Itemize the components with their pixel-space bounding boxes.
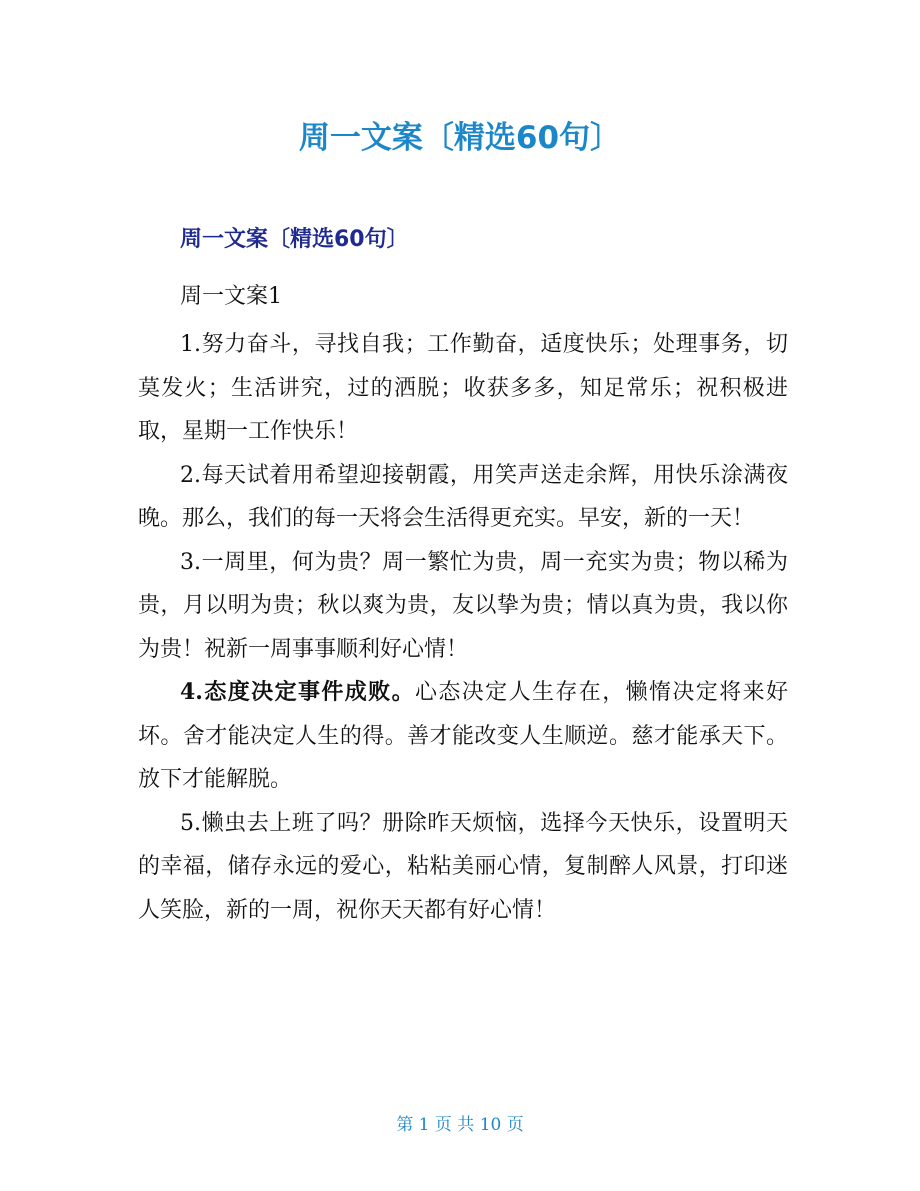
paragraph-1-text: 1.努力奋斗，寻找自我；工作勤奋，适度快乐；处理事务，切莫发火；生活讲究，过的洒脱；收获多多，知足常乐；祝积极进取，星期一工作快乐！: [138, 332, 788, 444]
paragraph-4-lead: 4.态度决定事件成败。: [180, 679, 415, 705]
body-text: [138, 323, 788, 932]
document-subtitle: 周一文案〔精选60句〕: [180, 227, 409, 252]
paragraph-5-text: 5.懒虫去上班了吗？册除昨天烦恼，选择今天快乐，设置明天的幸福，储存永远的爱心，粘粘美丽心情，复制醉人风景，打印迷人笑脸，新的一周，祝你天天都有好心情！: [138, 810, 788, 923]
document-title: 周一文案〔精选60句〕: [298, 120, 622, 156]
paragraph-4-text: 心态决定人生存在，懒惰决定将来好坏。舍才能决定人生的得。善才能改变人生顺逆。慈才能承天下。放下才能解脱。: [138, 680, 788, 792]
paragraph-1: [138, 323, 788, 454]
paragraph-4: [138, 671, 788, 802]
paragraph-5: [138, 802, 788, 933]
paragraph-3: [138, 541, 788, 672]
paragraph-2: [138, 454, 788, 541]
paragraph-2-text: 2.每天试着用希望迎接朝霞，用笑声送走余辉，用快乐涂满夜晚。那么，我们的每一天将会生活得更充实。早安，新的一天！: [138, 462, 788, 531]
page-footer: 第 1 页 共 10 页: [396, 1115, 524, 1135]
section-label: 周一文案1: [180, 284, 282, 309]
paragraph-3-text: 3.一周里，何为贵？周一繁忙为贵，周一充实为贵；物以稀为贵，月以明为贵；秋以爽为贵，友以挚为贵；情以真为贵，我以你为贵！祝新一周事事顺利好心情！: [138, 549, 788, 662]
